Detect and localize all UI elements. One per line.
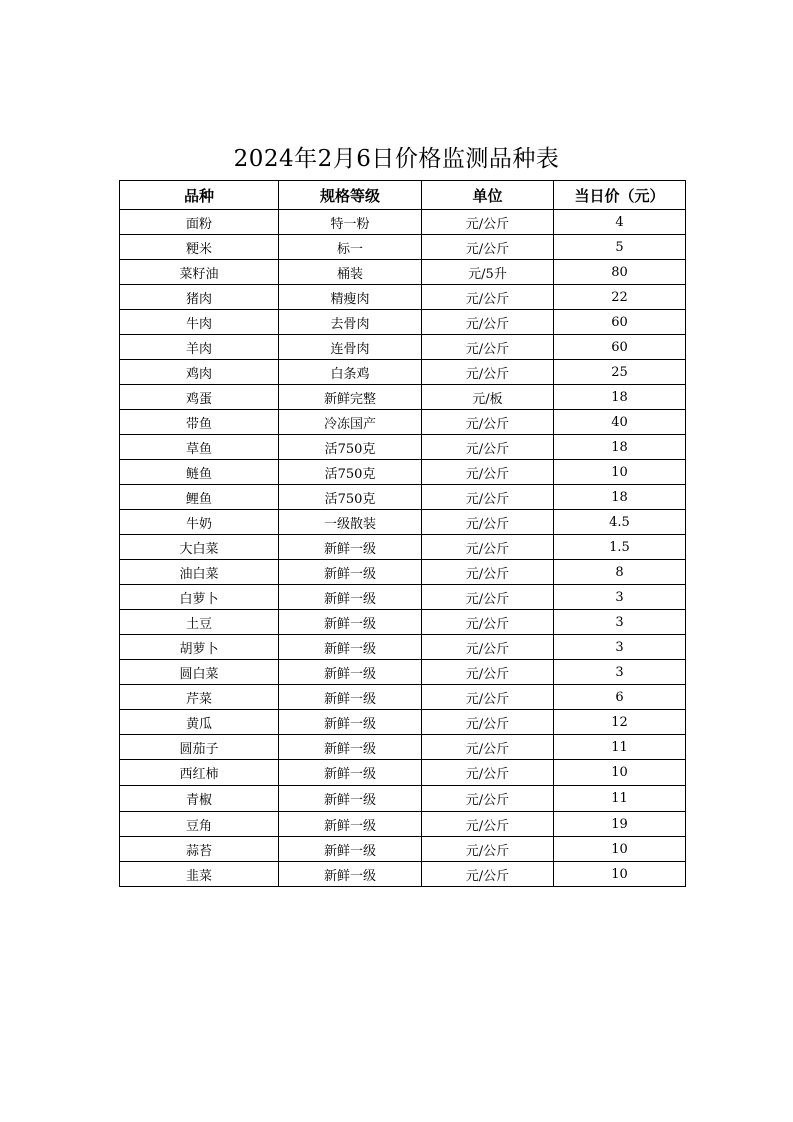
unit-cell: 元/公斤 [422, 585, 554, 610]
unit-cell: 元/公斤 [422, 610, 554, 635]
table-row [120, 786, 686, 812]
document-title: 2024年2月6日价格监测品种表 [233, 146, 560, 172]
unit-cell: 元/公斤 [422, 760, 554, 786]
variety-cell: 蒜苔 [120, 837, 279, 862]
header-unit: 单位 [422, 181, 554, 210]
grade-cell: 新鲜一级 [279, 585, 422, 610]
variety-cell: 油白菜 [120, 560, 279, 585]
variety-cell: 猪肉 [120, 285, 279, 310]
variety-cell: 鸡肉 [120, 360, 279, 385]
grade-cell: 新鲜一级 [279, 786, 422, 812]
unit-cell: 元/公斤 [422, 285, 554, 310]
table-row [120, 385, 686, 410]
unit-cell: 元/公斤 [422, 435, 554, 460]
price-cell: 40 [554, 410, 686, 435]
unit-cell: 元/公斤 [422, 560, 554, 585]
unit-cell: 元/公斤 [422, 235, 554, 260]
unit-cell: 元/5升 [422, 260, 554, 285]
price-cell: 11 [554, 735, 686, 760]
variety-cell: 粳米 [120, 235, 279, 260]
price-cell: 25 [554, 360, 686, 385]
grade-cell: 一级散装 [279, 510, 422, 535]
header-grade: 规格等级 [279, 181, 422, 210]
price-cell: 3 [554, 635, 686, 660]
grade-cell: 新鲜一级 [279, 837, 422, 862]
unit-cell: 元/公斤 [422, 862, 554, 887]
table-row [120, 335, 686, 360]
table-row [120, 837, 686, 862]
variety-cell: 牛奶 [120, 510, 279, 535]
variety-cell: 鲢鱼 [120, 460, 279, 485]
table-row [120, 285, 686, 310]
variety-cell: 鸡蛋 [120, 385, 279, 410]
unit-cell: 元/公斤 [422, 660, 554, 685]
unit-cell: 元/公斤 [422, 786, 554, 812]
table-row [120, 210, 686, 235]
price-cell: 80 [554, 260, 686, 285]
grade-cell: 新鲜一级 [279, 535, 422, 560]
grade-cell: 标一 [279, 235, 422, 260]
grade-cell: 新鲜一级 [279, 710, 422, 735]
grade-cell: 活750克 [279, 460, 422, 485]
variety-cell: 白萝卜 [120, 585, 279, 610]
variety-cell: 黄瓜 [120, 710, 279, 735]
unit-cell: 元/公斤 [422, 335, 554, 360]
unit-cell: 元/公斤 [422, 510, 554, 535]
unit-cell: 元/公斤 [422, 460, 554, 485]
grade-cell: 新鲜一级 [279, 560, 422, 585]
grade-cell: 桶装 [279, 260, 422, 285]
grade-cell: 白条鸡 [279, 360, 422, 385]
table-row [120, 560, 686, 585]
grade-cell: 新鲜一级 [279, 610, 422, 635]
price-cell: 18 [554, 435, 686, 460]
price-cell: 19 [554, 812, 686, 837]
variety-cell: 带鱼 [120, 410, 279, 435]
table-row [120, 710, 686, 735]
price-cell: 60 [554, 310, 686, 335]
unit-cell: 元/公斤 [422, 310, 554, 335]
table-body [120, 210, 686, 887]
variety-cell: 芹菜 [120, 685, 279, 710]
grade-cell: 新鲜一级 [279, 760, 422, 786]
table-row [120, 862, 686, 887]
variety-cell: 圆茄子 [120, 735, 279, 760]
table-header-row [120, 181, 686, 210]
unit-cell: 元/公斤 [422, 735, 554, 760]
unit-cell: 元/公斤 [422, 710, 554, 735]
price-cell: 4.5 [554, 510, 686, 535]
grade-cell: 冷冻国产 [279, 410, 422, 435]
variety-cell: 鲤鱼 [120, 485, 279, 510]
header-variety: 品种 [120, 181, 279, 210]
unit-cell: 元/板 [422, 385, 554, 410]
variety-cell: 西红柿 [120, 760, 279, 786]
variety-cell: 菜籽油 [120, 260, 279, 285]
unit-cell: 元/公斤 [422, 812, 554, 837]
table-row [120, 812, 686, 837]
grade-cell: 去骨肉 [279, 310, 422, 335]
table-row [120, 510, 686, 535]
variety-cell: 圆白菜 [120, 660, 279, 685]
header-price: 当日价（元） [554, 181, 686, 210]
table-row [120, 460, 686, 485]
table-row [120, 735, 686, 760]
price-cell: 10 [554, 837, 686, 862]
table-row [120, 535, 686, 560]
grade-cell: 连骨肉 [279, 335, 422, 360]
grade-cell: 新鲜完整 [279, 385, 422, 410]
price-cell: 10 [554, 460, 686, 485]
unit-cell: 元/公斤 [422, 360, 554, 385]
table-row [120, 760, 686, 786]
variety-cell: 土豆 [120, 610, 279, 635]
unit-cell: 元/公斤 [422, 210, 554, 235]
grade-cell: 新鲜一级 [279, 812, 422, 837]
table-row [120, 410, 686, 435]
price-cell: 8 [554, 560, 686, 585]
price-cell: 10 [554, 760, 686, 786]
variety-cell: 青椒 [120, 786, 279, 812]
table-row [120, 360, 686, 385]
table-row [120, 235, 686, 260]
unit-cell: 元/公斤 [422, 635, 554, 660]
table-row [120, 585, 686, 610]
grade-cell: 新鲜一级 [279, 735, 422, 760]
table-row [120, 435, 686, 460]
table-row [120, 260, 686, 285]
table-row [120, 635, 686, 660]
unit-cell: 元/公斤 [422, 410, 554, 435]
grade-cell: 新鲜一级 [279, 660, 422, 685]
price-cell: 22 [554, 285, 686, 310]
table-row [120, 485, 686, 510]
grade-cell: 活750克 [279, 435, 422, 460]
price-cell: 18 [554, 485, 686, 510]
price-cell: 60 [554, 335, 686, 360]
variety-cell: 韭菜 [120, 862, 279, 887]
variety-cell: 牛肉 [120, 310, 279, 335]
unit-cell: 元/公斤 [422, 685, 554, 710]
grade-cell: 新鲜一级 [279, 635, 422, 660]
variety-cell: 大白菜 [120, 535, 279, 560]
variety-cell: 羊肉 [120, 335, 279, 360]
table-row [120, 310, 686, 335]
table-row [120, 660, 686, 685]
price-cell: 10 [554, 862, 686, 887]
price-cell: 6 [554, 685, 686, 710]
price-cell: 12 [554, 710, 686, 735]
price-cell: 1.5 [554, 535, 686, 560]
price-cell: 3 [554, 610, 686, 635]
variety-cell: 豆角 [120, 812, 279, 837]
price-cell: 18 [554, 385, 686, 410]
grade-cell: 特一粉 [279, 210, 422, 235]
variety-cell: 胡萝卜 [120, 635, 279, 660]
price-table [119, 180, 686, 887]
variety-cell: 面粉 [120, 210, 279, 235]
variety-cell: 草鱼 [120, 435, 279, 460]
table-row [120, 685, 686, 710]
table-row [120, 610, 686, 635]
price-cell: 5 [554, 235, 686, 260]
grade-cell: 新鲜一级 [279, 685, 422, 710]
price-cell: 3 [554, 585, 686, 610]
grade-cell: 精瘦肉 [279, 285, 422, 310]
unit-cell: 元/公斤 [422, 485, 554, 510]
price-cell: 4 [554, 210, 686, 235]
price-cell: 11 [554, 786, 686, 812]
price-cell: 3 [554, 660, 686, 685]
grade-cell: 活750克 [279, 485, 422, 510]
unit-cell: 元/公斤 [422, 837, 554, 862]
grade-cell: 新鲜一级 [279, 862, 422, 887]
unit-cell: 元/公斤 [422, 535, 554, 560]
